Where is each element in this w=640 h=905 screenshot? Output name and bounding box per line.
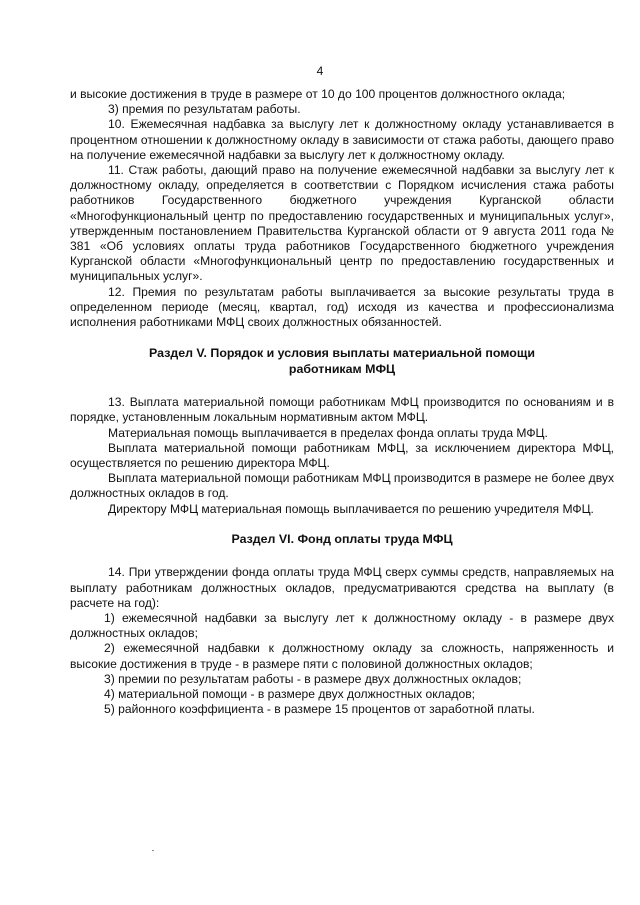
section-6-title: Раздел VI. Фонд оплаты труда МФЦ [231, 531, 453, 546]
list-item-2: 2) ежемесячной надбавки к должностному окладу за сложность, напряженность и высокие достижения в труде - в размере пяти с половиной должностных окладов; [70, 641, 614, 671]
list-item-premium: 3) премия по результатам работы. [108, 102, 301, 117]
section-5-heading [70, 346, 614, 377]
paragraph-continuation: и высокие достижения в труде в размере от 10 до 100 процентов должностного оклада; [70, 87, 566, 101]
list-item-3: 3) премии по результатам работы - в размере двух должностных окладов; [104, 671, 522, 686]
list-item-1: 1) ежемесячной надбавки за выслугу лет к должностному окладу - в размере двух должностных окладов; [70, 610, 614, 641]
list-item-5: 5) районного коэффициента - в размере 15 процентов от заработной платы. [104, 702, 535, 717]
paragraph-material-director: Директору МФЦ материальная помощь выплачивается по решению учредителя МФЦ. [108, 501, 594, 516]
paragraph-14: 14. При утверждении фонда оплаты труда МФЦ сверх суммы средств, направляемых на выплату работникам должностных окладов, предусматриваются средства на выплату (в расчете на год): [70, 565, 614, 610]
paragraph-13: 13. Выплата материальной помощи работникам МФЦ производится по основаниям и в порядке, установленным локальным нормативным актом МФЦ. [70, 395, 614, 425]
paragraph-11: 11. Стаж работы, дающий право на получение ежемесячной надбавки за выслугу лет к должностному окладу, определяется в соответствии с Порядком исчисления стажа работы работников Государственного бюджетного учреждения Курганской области «Многофункциональный центр по предоставлению государственных и муниципальных услуг», утвержденным постановлением Правительства Курганской области от 9 августа 2011 года № 381 «Об условиях оплаты труда работников Государственного бюджетного учреждения Курганской области «Многофункциональный центр по предоставлению государственных и муниципальных услуг». [70, 163, 614, 284]
paragraph-10: 10. Ежемесячная надбавка за выслугу лет к должностному окладу устанавливается в процентном отношении к должностному окладу в зависимости от стажа работы, дающего право на получение ежемесячной надбавки за выслугу лет к должностному окладу. [70, 117, 614, 162]
paragraph-material-limit: Выплата материальной помощи работникам МФЦ производится в размере не более двух должностных окладов в год. [70, 471, 614, 501]
paragraph-12: 12. Премия по результатам работы выплачивается за высокие результаты труда в определенном периоде (месяц, квартал, год) исходя из качества и профессионализма исполнения работниками МФЦ своих должностных обязанностей. [70, 284, 614, 330]
document-body [70, 87, 614, 717]
paragraph-material-decision: Выплата материальной помощи работникам МФЦ, за исключением директора МФЦ, осуществляется по решению директора МФЦ. [70, 440, 614, 471]
page-number: 4 [316, 64, 324, 78]
section-5-title-line-2: работникам МФЦ [288, 361, 396, 376]
paragraph-material-fund: Материальная помощь выплачивается в пределах фонда оплаты труда МФЦ. [108, 425, 548, 440]
section-5-title-line-1: Раздел V. Порядок и условия выплаты материальной помощи [149, 346, 535, 361]
list-item-4: 4) материальной помощи - в размере двух должностных окладов; [104, 687, 475, 701]
section-6-heading [70, 532, 614, 548]
scan-speck [152, 850, 154, 851]
